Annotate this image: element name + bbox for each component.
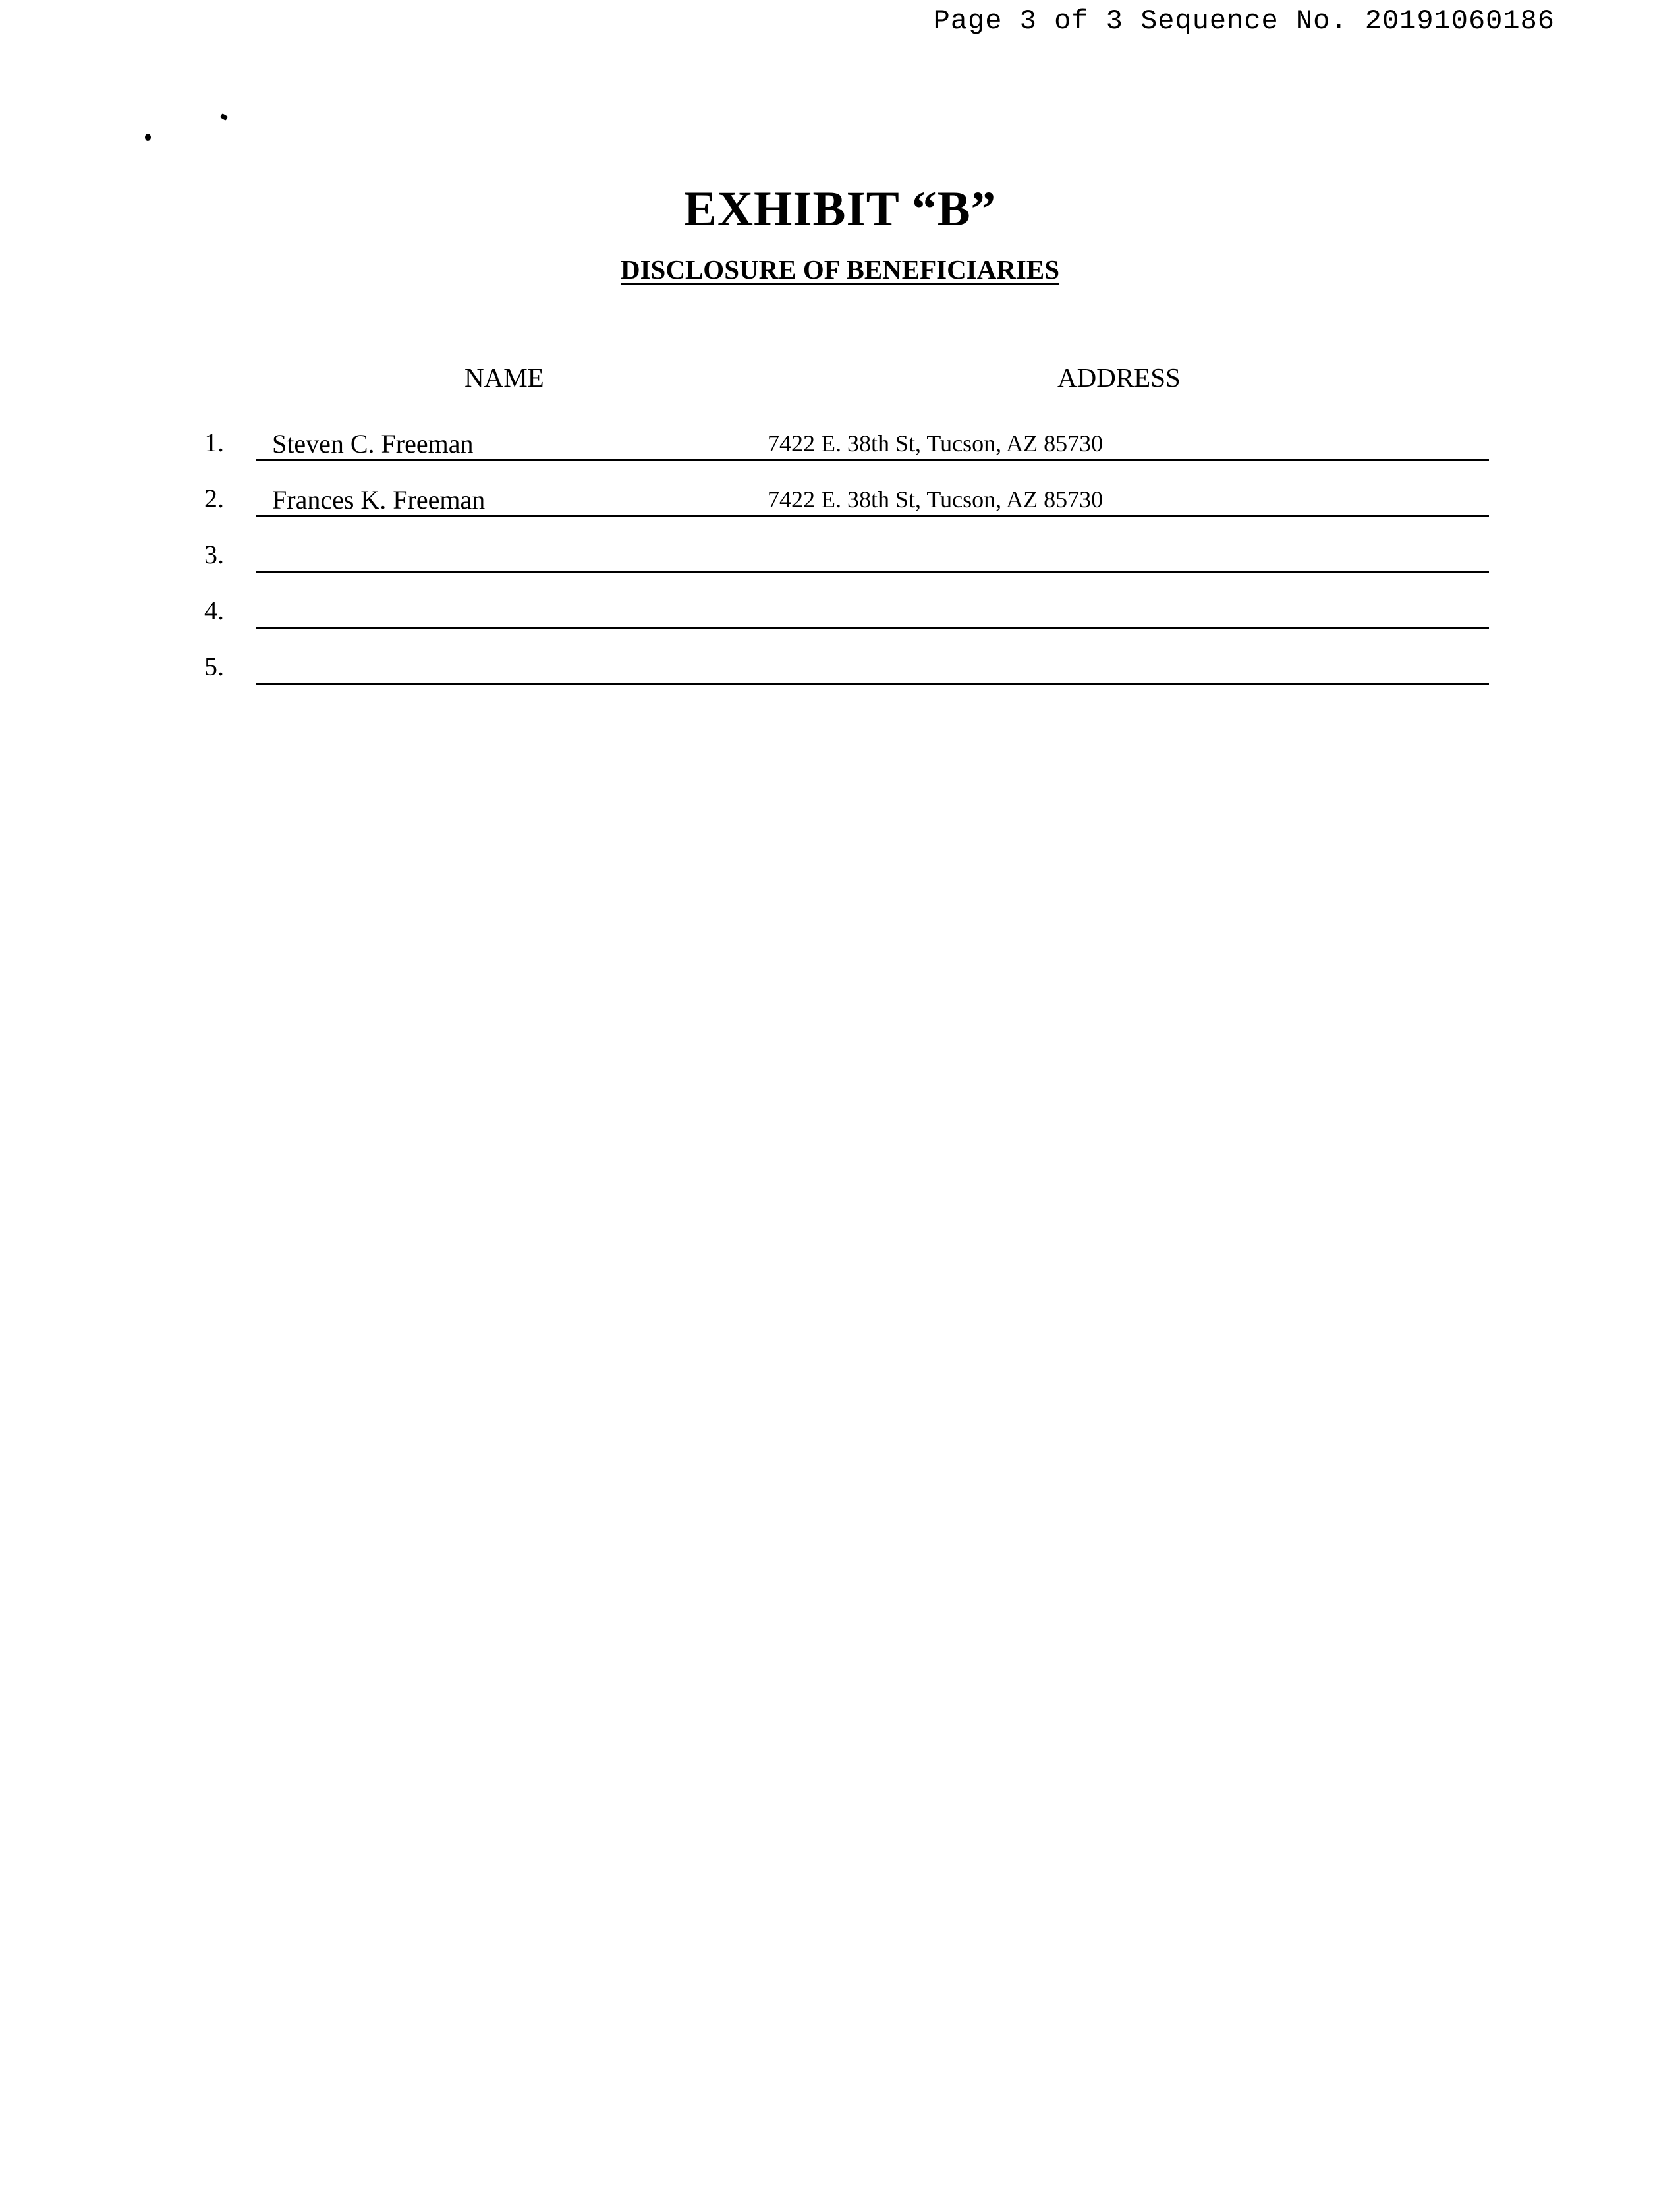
- exhibit-title: EXHIBIT “B”: [683, 182, 997, 237]
- beneficiary-address: 7422 E. 38th St, Tucson, AZ 85730: [768, 430, 1104, 457]
- beneficiary-row: [204, 478, 1489, 517]
- beneficiary-row: [204, 534, 1489, 573]
- fill-in-line: [256, 571, 1489, 573]
- beneficiary-row: [204, 422, 1489, 461]
- fill-in-line: [256, 459, 1489, 461]
- beneficiary-address: 7422 E. 38th St, Tucson, AZ 85730: [768, 486, 1104, 513]
- scan-speck-mark: [145, 134, 151, 141]
- row-number: 3.: [204, 540, 224, 569]
- row-number: 4.: [204, 596, 224, 625]
- page-sequence-header: Page 3 of 3 Sequence No. 20191060186: [933, 5, 1555, 37]
- row-number: 1.: [204, 428, 224, 457]
- exhibit-subtitle: DISCLOSURE OF BENEFICIARIES: [620, 254, 1060, 285]
- beneficiary-name: Steven C. Freeman: [272, 429, 474, 459]
- scan-speck-mark: [220, 113, 228, 121]
- fill-in-line: [256, 515, 1489, 517]
- column-header-name: NAME: [464, 362, 544, 393]
- fill-in-line: [256, 627, 1489, 629]
- beneficiary-row: [204, 646, 1489, 685]
- fill-in-line: [256, 683, 1489, 685]
- beneficiary-row: [204, 590, 1489, 629]
- column-header-address: ADDRESS: [1057, 362, 1181, 393]
- beneficiary-name: Frances K. Freeman: [272, 485, 486, 515]
- row-number: 2.: [204, 484, 224, 513]
- row-number: 5.: [204, 652, 224, 681]
